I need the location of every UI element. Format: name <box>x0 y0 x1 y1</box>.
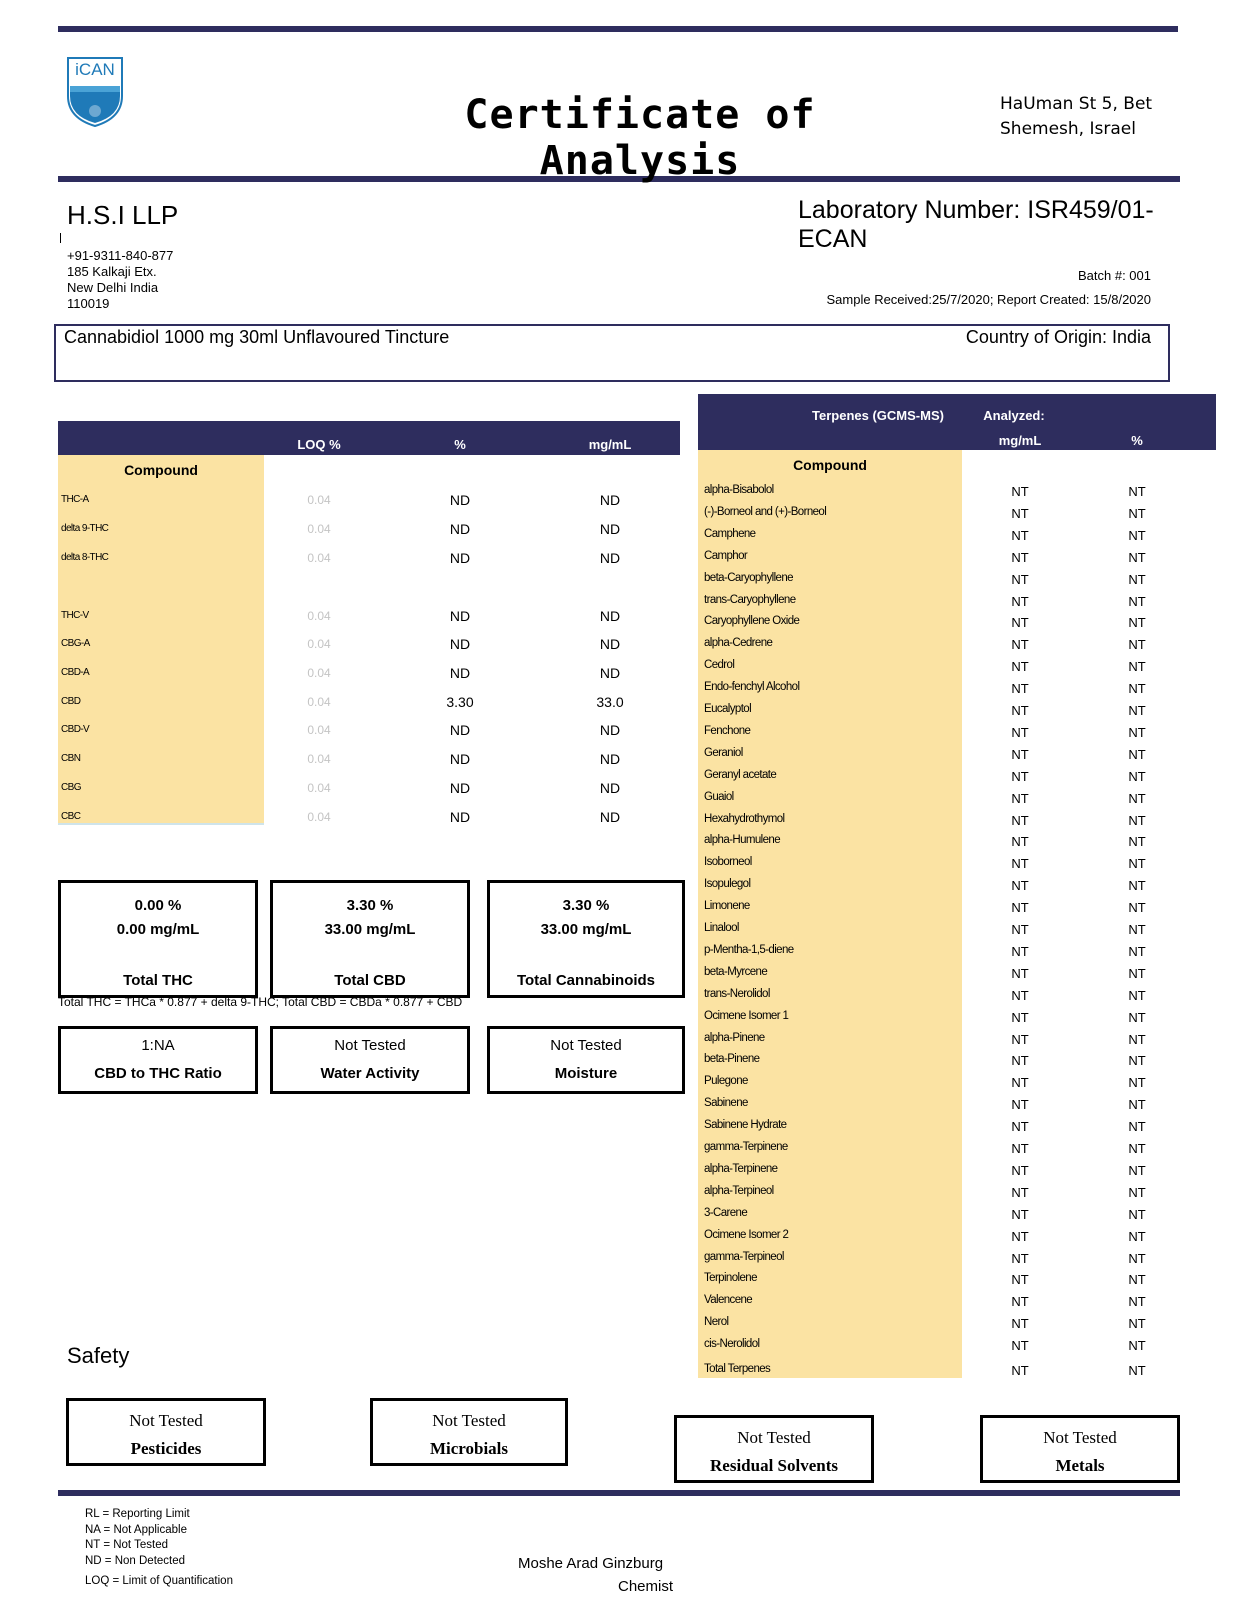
cannabinoid-mgml: ND <box>599 722 621 738</box>
terpene-mgml: NT <box>1011 681 1029 696</box>
terpene-name: Hexahydrothymol <box>704 813 785 825</box>
terpene-mgml: NT <box>1011 725 1029 740</box>
terpene-mgml: NT <box>1011 1251 1029 1266</box>
safety-title: Safety <box>67 1343 130 1368</box>
terpene-mgml: NT <box>1011 878 1029 893</box>
terpene-mgml: NT <box>1011 550 1029 565</box>
product-name: Cannabidiol 1000 mg 30ml Unflavoured Tincture <box>64 327 450 347</box>
cannabinoid-name: CBD-A <box>61 667 90 678</box>
terpene-mgml: NT <box>1011 1363 1029 1378</box>
terpene-percent: NT <box>1128 1251 1146 1266</box>
terpene-percent: NT <box>1128 681 1146 696</box>
terpene-mgml: NT <box>1011 1141 1029 1156</box>
terpene-percent: NT <box>1128 1294 1146 1309</box>
cannabinoid-mgml: ND <box>599 521 621 537</box>
cannabinoid-name: CBN <box>61 753 81 764</box>
loq-legend: LOQ = Limit of Quantification <box>85 1575 233 1587</box>
logo-text: iCAN <box>75 60 115 79</box>
total-cannabinoids-percent: 3.30 % <box>562 897 610 914</box>
terpene-mgml: NT <box>1011 834 1029 849</box>
terpene-name: Endo-fenchyl Alcohol <box>704 681 800 693</box>
total-thc-percent: 0.00 % <box>134 897 182 914</box>
terpene-table-header <box>698 394 1216 450</box>
loq-header: LOQ % <box>297 437 341 452</box>
terpene-name: trans-Caryophyllene <box>704 594 796 606</box>
cannabinoid-name: CBG <box>61 782 81 793</box>
terpene-percent: NT <box>1128 1207 1146 1222</box>
cannabinoid-mgml: ND <box>599 608 621 624</box>
terpene-name: Isopulegol <box>704 878 751 890</box>
terpene-percent: NT <box>1128 944 1146 959</box>
water-activity-value: Not Tested <box>334 1037 406 1054</box>
terpene-name: beta-Pinene <box>704 1053 760 1065</box>
compound-header: Compound <box>124 462 198 478</box>
total-cbd-percent: 3.30 % <box>346 897 394 914</box>
terpene-mgml: NT <box>1011 769 1029 784</box>
cannabinoid-mgml: ND <box>599 809 621 825</box>
total-cbd-label: Total CBD <box>334 972 406 989</box>
cannabinoid-table-header <box>58 421 680 455</box>
client-name: H.S.I LLP <box>67 200 179 230</box>
terpene-compound-header: Compound <box>793 457 867 473</box>
microbials-box <box>370 1398 568 1466</box>
terpene-percent: NT <box>1128 594 1146 609</box>
terpene-percent: NT <box>1128 659 1146 674</box>
residual-solvents-box <box>674 1415 874 1483</box>
terpene-percent: NT <box>1128 1338 1146 1353</box>
cannabinoid-percent: ND <box>449 521 471 537</box>
batch-number: Batch #: 001 <box>1078 268 1151 283</box>
terpene-name: alpha-Terpineol <box>704 1185 774 1197</box>
cannabinoid-loq: 0.04 <box>307 609 331 623</box>
cannabinoid-name: CBD-V <box>61 724 90 735</box>
cannabinoid-loq: 0.04 <box>307 781 331 795</box>
terpene-percent: NT <box>1128 572 1146 587</box>
client-contact <box>67 248 173 312</box>
terpene-name: Geranyl acetate <box>704 769 777 781</box>
cannabinoid-loq: 0.04 <box>307 493 331 507</box>
terpene-name: alpha-Terpinene <box>704 1163 778 1175</box>
water-activity-label: Water Activity <box>320 1065 420 1082</box>
cannabinoid-percent: ND <box>449 550 471 566</box>
chemist-name: Moshe Arad Ginzburg <box>518 1555 664 1572</box>
client-street: 185 Kalkaji Etx. <box>67 264 157 279</box>
ratio-value: 1:NA <box>141 1037 175 1054</box>
terpene-name: alpha-Pinene <box>704 1032 765 1044</box>
terpene-percent: NT <box>1128 528 1146 543</box>
cannabinoid-percent: ND <box>449 722 471 738</box>
terpene-percent-header: % <box>1131 433 1143 448</box>
terpene-name: gamma-Terpineol <box>704 1251 784 1263</box>
cannabinoid-loq: 0.04 <box>307 522 331 536</box>
ican-logo <box>66 56 124 128</box>
terpene-percent: NT <box>1128 1075 1146 1090</box>
cannabinoid-percent: ND <box>449 665 471 681</box>
moisture-value: Not Tested <box>550 1037 622 1054</box>
terpene-mgml: NT <box>1011 703 1029 718</box>
terpene-mgml: NT <box>1011 594 1029 609</box>
cannabinoid-mgml: ND <box>599 751 621 767</box>
terpene-percent: NT <box>1128 856 1146 871</box>
terpene-percent: NT <box>1128 1119 1146 1134</box>
cannabinoid-percent: ND <box>449 608 471 624</box>
terpene-name: Caryophyllene Oxide <box>704 615 800 627</box>
top-rule <box>58 26 1178 32</box>
terpene-percent: NT <box>1128 1097 1146 1112</box>
terpene-percent: NT <box>1128 834 1146 849</box>
total-cbd-box <box>270 880 470 998</box>
cannabinoid-loq: 0.04 <box>307 637 331 651</box>
cannabinoid-name: CBG-A <box>61 638 90 649</box>
moisture-box <box>487 1026 685 1094</box>
terpene-name: Terpinolene <box>704 1272 757 1284</box>
footer-rule <box>58 1490 1180 1496</box>
cannabinoid-percent: ND <box>449 751 471 767</box>
analyzed-header: Analyzed: <box>983 408 1045 423</box>
cannabinoid-percent: ND <box>449 780 471 796</box>
cannabinoid-percent: ND <box>449 492 471 508</box>
terpene-name: alpha-Cedrene <box>704 637 773 649</box>
terpene-percent: NT <box>1128 922 1146 937</box>
microbials-value: Not Tested <box>432 1411 506 1430</box>
terpene-mgml: NT <box>1011 1075 1029 1090</box>
terpene-percent: NT <box>1128 900 1146 915</box>
terpene-percent: NT <box>1128 1272 1146 1287</box>
terpene-name: Camphene <box>704 528 756 540</box>
terpene-mgml: NT <box>1011 615 1029 630</box>
terpene-mgml: NT <box>1011 1229 1029 1244</box>
cannabinoid-percent: 3.30 <box>446 694 474 710</box>
cannabinoid-mgml: ND <box>599 636 621 652</box>
terpene-percent: NT <box>1128 484 1146 499</box>
cannabinoid-name: THC-A <box>61 494 89 505</box>
terpene-name: p-Mentha-1,5-diene <box>704 944 794 956</box>
terpene-mgml: NT <box>1011 922 1029 937</box>
terpene-mgml: NT <box>1011 856 1029 871</box>
terpene-mgml: NT <box>1011 637 1029 652</box>
terpene-name: Geraniol <box>704 747 743 759</box>
report-dates: Sample Received:25/7/2020; Report Created: 15/8/2020 <box>826 292 1151 307</box>
total-cannabinoids-box <box>487 880 685 998</box>
terpene-mgml: NT <box>1011 1338 1029 1353</box>
terpene-mgml: NT <box>1011 747 1029 762</box>
terpene-percent: NT <box>1128 878 1146 893</box>
terpene-percent: NT <box>1128 615 1146 630</box>
terpene-name: Sabinene Hydrate <box>704 1119 787 1131</box>
pesticides-label: Pesticides <box>130 1439 202 1458</box>
mgml-header: mg/mL <box>588 437 632 452</box>
cannabinoid-loq: 0.04 <box>307 723 331 737</box>
terpene-percent: NT <box>1128 1053 1146 1068</box>
terpene-mgml: NT <box>1011 484 1029 499</box>
terpene-mgml: NT <box>1011 813 1029 828</box>
terpene-name: Guaiol <box>704 791 734 803</box>
cannabinoid-loq: 0.04 <box>307 695 331 709</box>
terpene-percent: NT <box>1128 791 1146 806</box>
pesticides-value: Not Tested <box>129 1411 203 1430</box>
cannabinoid-mgml: ND <box>599 492 621 508</box>
terpene-name: beta-Myrcene <box>704 966 768 978</box>
cannabinoid-loq: 0.04 <box>307 666 331 680</box>
total-cannabinoids-mgml: 33.00 mg/mL <box>540 921 632 938</box>
cannabinoid-loq: 0.04 <box>307 551 331 565</box>
abbreviation-legend: RL = Reporting Limit NA = Not Applicable NT = Not Tested ND = Non Detected <box>85 1508 190 1567</box>
residual-solvents-value: Not Tested <box>737 1428 811 1447</box>
terpene-percent: NT <box>1128 506 1146 521</box>
terpene-name: alpha-Bisabolol <box>704 484 774 496</box>
terpene-mgml: NT <box>1011 572 1029 587</box>
terpene-percent: NT <box>1128 1316 1146 1331</box>
terpene-mgml: NT <box>1011 988 1029 1003</box>
terpene-name: (-)-Borneol and (+)-Borneol <box>704 506 827 518</box>
total-thc-label: Total THC <box>123 972 193 989</box>
terpene-name: trans-Nerolidol <box>704 988 770 1000</box>
cannabinoid-mgml: ND <box>599 780 621 796</box>
total-thc-mgml: 0.00 mg/mL <box>116 921 200 938</box>
terpene-mgml: NT <box>1011 1185 1029 1200</box>
client-phone: +91-9311-840-877 <box>67 248 174 263</box>
total-cbd-mgml: 33.00 mg/mL <box>324 921 416 938</box>
cursor-mark <box>60 233 61 243</box>
terpene-percent: NT <box>1128 1032 1146 1047</box>
ratio-label: CBD to THC Ratio <box>94 1065 222 1082</box>
terpene-name: beta-Caryophyllene <box>704 572 793 584</box>
terpene-name: alpha-Humulene <box>704 834 780 846</box>
terpene-title: Terpenes (GCMS-MS) <box>812 408 944 423</box>
moisture-label: Moisture <box>554 1065 618 1082</box>
cannabinoid-name: CBD <box>61 696 81 707</box>
terpene-name: Camphor <box>704 550 748 562</box>
cbd-thc-ratio-box <box>58 1026 258 1094</box>
cannabinoid-loq: 0.04 <box>307 752 331 766</box>
terpene-percent: NT <box>1128 1185 1146 1200</box>
terpene-percent: NT <box>1128 769 1146 784</box>
metals-label: Metals <box>1055 1456 1105 1475</box>
terpene-name: Cedrol <box>704 659 735 671</box>
cannabinoid-mgml: 33.0 <box>596 694 624 710</box>
terpene-mgml: NT <box>1011 900 1029 915</box>
terpene-mgml: NT <box>1011 1207 1029 1222</box>
terpene-mgml: NT <box>1011 528 1029 543</box>
water-activity-box <box>270 1026 470 1094</box>
terpene-mgml-header: mg/mL <box>998 433 1042 448</box>
metals-box <box>980 1415 1180 1483</box>
terpene-mgml: NT <box>1011 1316 1029 1331</box>
totals-formula: Total THC = THCa * 0.877 + delta 9-THC; Total CBD = CBDa * 0.877 + CBD <box>58 995 463 1009</box>
lab-address: HaUman St 5, Bet Shemesh, Israel <box>1000 94 1153 139</box>
microbials-label: Microbials <box>429 1439 509 1458</box>
terpene-name: gamma-Terpinene <box>704 1141 788 1153</box>
terpene-name: cis-Nerolidol <box>704 1338 760 1350</box>
terpene-mgml: NT <box>1011 1097 1029 1112</box>
terpene-name: 3-Carene <box>704 1207 748 1219</box>
page-title: Certificate of Analysis <box>464 92 816 184</box>
terpene-percent: NT <box>1128 813 1146 828</box>
cannabinoid-name: CBC <box>61 811 81 822</box>
cannabinoid-loq: 0.04 <box>307 810 331 824</box>
terpene-mgml: NT <box>1011 944 1029 959</box>
country-of-origin: Country of Origin: India <box>965 327 1151 347</box>
terpene-name: Nerol <box>704 1316 729 1328</box>
terpene-percent: NT <box>1128 1141 1146 1156</box>
terpene-name: Linalool <box>704 922 739 934</box>
terpene-mgml: NT <box>1011 1119 1029 1134</box>
cannabinoid-percent: ND <box>449 809 471 825</box>
total-cannabinoids-label: Total Cannabinoids <box>516 972 656 989</box>
terpene-mgml: NT <box>1011 506 1029 521</box>
terpene-name: Sabinene <box>704 1097 748 1109</box>
terpene-percent: NT <box>1128 725 1146 740</box>
terpene-mgml: NT <box>1011 1032 1029 1047</box>
terpene-mgml: NT <box>1011 659 1029 674</box>
terpene-percent: NT <box>1128 966 1146 981</box>
terpene-mgml: NT <box>1011 1294 1029 1309</box>
terpene-mgml: NT <box>1011 1010 1029 1025</box>
chemist-title: Chemist <box>618 1578 674 1595</box>
terpene-name: Eucalyptol <box>704 703 752 715</box>
terpene-percent: NT <box>1128 988 1146 1003</box>
percent-header: % <box>454 437 466 452</box>
terpene-name: Ocimene Isomer 2 <box>704 1229 789 1241</box>
client-postcode: 110019 <box>67 296 110 311</box>
cannabinoid-percent: ND <box>449 636 471 652</box>
terpene-percent: NT <box>1128 637 1146 652</box>
terpene-mgml: NT <box>1011 1053 1029 1068</box>
lab-number: Laboratory Number: ISR459/01-ECAN <box>798 196 1154 253</box>
cannabinoid-name: THC-V <box>61 610 89 621</box>
terpene-name: Pulegone <box>704 1075 748 1087</box>
terpene-name: Total Terpenes <box>704 1363 771 1375</box>
terpene-percent: NT <box>1128 703 1146 718</box>
terpene-percent: NT <box>1128 1010 1146 1025</box>
terpene-percent: NT <box>1128 1363 1146 1378</box>
terpene-percent: NT <box>1128 550 1146 565</box>
cannabinoid-mgml: ND <box>599 665 621 681</box>
cannabinoid-name: delta 8-THC <box>61 552 109 563</box>
pesticides-box <box>66 1398 266 1466</box>
terpene-name: Valencene <box>704 1294 753 1306</box>
metals-value: Not Tested <box>1043 1428 1117 1447</box>
terpene-name: Limonene <box>704 900 750 912</box>
residual-solvents-label: Residual Solvents <box>710 1456 838 1475</box>
total-thc-box <box>58 880 258 998</box>
terpene-percent: NT <box>1128 1229 1146 1244</box>
terpene-name: Ocimene Isomer 1 <box>704 1010 789 1022</box>
terpene-name: Fenchone <box>704 725 751 737</box>
terpene-mgml: NT <box>1011 1272 1029 1287</box>
terpene-percent: NT <box>1128 747 1146 762</box>
terpene-mgml: NT <box>1011 1163 1029 1178</box>
terpene-mgml: NT <box>1011 791 1029 806</box>
client-city: New Delhi India <box>67 280 159 295</box>
cannabinoid-mgml: ND <box>599 550 621 566</box>
terpene-name: Isoborneol <box>704 856 752 868</box>
cannabinoid-name: delta 9-THC <box>61 523 109 534</box>
terpene-percent: NT <box>1128 1163 1146 1178</box>
terpene-mgml: NT <box>1011 966 1029 981</box>
